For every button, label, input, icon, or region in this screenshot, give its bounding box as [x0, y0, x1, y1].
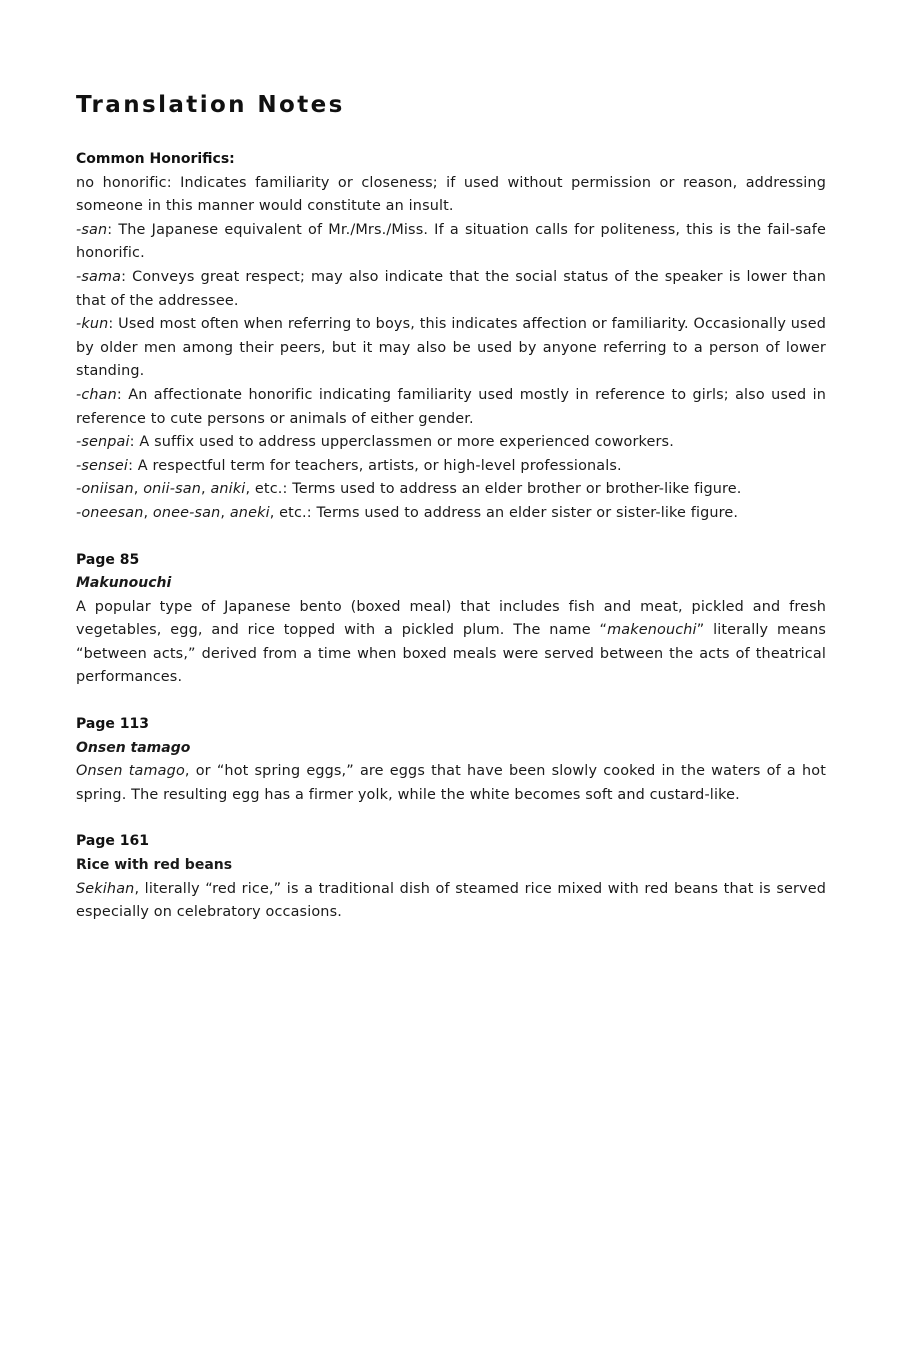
honorifics-heading: Common Honorifics: — [76, 151, 235, 167]
honorific-term: -san — [76, 221, 108, 238]
note-page-161 — [76, 830, 826, 924]
honorific-term-alt: aneki — [229, 504, 270, 521]
note-page-number: Page 161 — [76, 833, 149, 850]
honorific-term: no honorific — [76, 174, 167, 191]
honorific-term: -sama — [76, 268, 122, 285]
honorific-entry-kun — [76, 313, 826, 384]
honorific-desc: , etc.: Terms used to address an elder brother or brother-like figure. — [245, 481, 742, 498]
honorific-desc: : The Japanese equivalent of Mr./Mrs./Miss. If a situation calls for politeness, this is the fail-safe honorific. — [76, 221, 826, 262]
note-body: A popular type of Japanese bento (boxed meal) that includes fish and meat, pickled and fresh vegetables, egg, and rice topped with a pickled plum. The name “makenouchi” literally means “between acts,” derived from a time when boxed meals were served between the acts of theatrical performances. — [76, 598, 827, 686]
honorific-entry-oneesan: -oneesan, onee-san, aneki, etc.: Terms used to address an elder sister or sister-like figure. — [76, 504, 739, 521]
honorific-desc: : Conveys great respect; may also indicate that the social status of the speaker is lower than that of the addressee. — [76, 268, 826, 309]
honorific-term: -sensei — [76, 457, 129, 474]
honorifics-section — [76, 148, 826, 526]
note-page-number: Page 113 — [76, 716, 149, 733]
honorific-desc: : A respectful term for teachers, artists, or high-level professionals. — [128, 457, 622, 474]
honorific-entry-sama — [76, 266, 826, 313]
honorific-desc: , etc.: Terms used to address an elder sister or sister-like figure. — [269, 504, 739, 521]
translation-notes-page — [76, 88, 826, 948]
honorific-entry-chan — [76, 384, 826, 431]
honorific-term-alt: onee-san — [152, 504, 221, 521]
note-body: Onsen tamago, or “hot spring eggs,” are eggs that have been slowly cooked in the waters of a hot spring. The resulting egg has a firmer yolk, while the white becomes soft and custard-like. — [76, 763, 827, 803]
honorific-desc: : Indicates familiarity or closeness; if used without permission or reason, addressing someone in this manner would constitute an insult. — [76, 174, 826, 215]
note-page-113 — [76, 713, 826, 807]
note-page-85 — [76, 549, 826, 691]
honorific-term: -chan — [76, 386, 117, 403]
honorific-entry-none — [76, 172, 826, 219]
honorific-term: -senpai — [76, 434, 130, 451]
page-title: Translation Notes — [76, 92, 345, 118]
honorific-entry-senpai — [76, 431, 826, 455]
honorific-term: -oneesan — [76, 504, 144, 521]
note-subject: Makunouchi — [76, 575, 172, 592]
honorific-desc: : An affectionate honorific indicating familiarity used mostly in reference to girls; also used in reference to cute persons or animals of either gender. — [76, 386, 826, 427]
honorific-term-alt: onii-san — [143, 481, 201, 498]
note-page-number: Page 85 — [76, 551, 140, 568]
honorific-desc: : Used most often when referring to boys, this indicates affection or familiarity. Occasionally used by older men among their peers, but it may also be used by anyone referring to a person of lower standing. — [76, 316, 826, 380]
honorific-term: -oniisan — [76, 481, 134, 498]
honorific-term-alt: aniki — [210, 481, 246, 498]
honorific-term: -kun — [76, 316, 109, 333]
honorific-desc: : A suffix used to address upperclassmen or more experienced coworkers. — [129, 434, 674, 451]
note-subject: Onsen tamago — [76, 739, 191, 756]
note-body: Sekihan, literally “red rice,” is a traditional dish of steamed rice mixed with red beans that is served especially on celebratory occasions. — [76, 880, 826, 921]
honorific-entry-oniisan: -oniisan, onii-san, aniki, etc.: Terms used to address an elder brother or brother-like figure. — [76, 481, 742, 498]
honorific-entry-sensei — [76, 455, 826, 479]
honorific-entry-san — [76, 219, 826, 266]
note-subject: Rice with red beans — [76, 857, 233, 874]
